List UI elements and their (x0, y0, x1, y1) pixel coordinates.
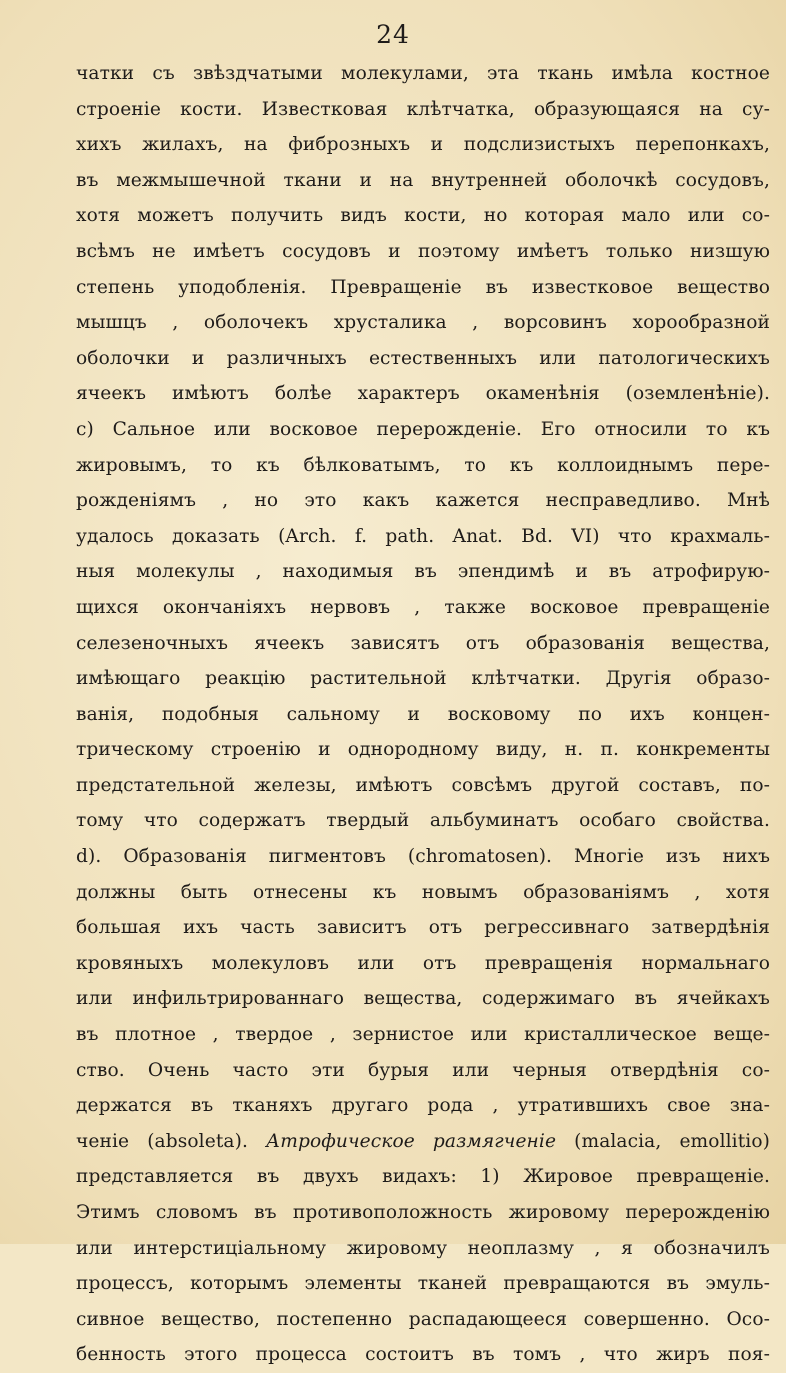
text-line: мышцъ , оболочекъ хрусталика , ворсовинъ хорообразной (76, 312, 770, 334)
text-line: ство. Очень часто эти бурыя или черныя отвердѣнія со- (76, 1059, 770, 1081)
body-text (76, 56, 770, 1373)
text-line: ченіе (absoleta). Атрофическое размягченіе (malacia, emollitio) (76, 1130, 770, 1152)
text-line: сивное вещество, постепенно распадающееся совершенно. Осо- (76, 1308, 770, 1330)
text-line: жировымъ, то къ бѣлковатымъ, то къ коллоиднымъ пере- (76, 454, 770, 476)
text-line: c) Сальное или восковое перерожденіе. Его относили то къ (76, 418, 770, 440)
italic-term: Атрофическое размягченіе (266, 1130, 557, 1152)
text-line: бенность этого процесса состоитъ въ томъ , что жиръ поя- (76, 1344, 770, 1366)
text-line: ныя молекулы , находимыя въ эпендимѣ и въ атрофирую- (76, 561, 770, 583)
text-line: строеніе кости. Известковая клѣтчатка, образующаяся на су- (76, 98, 770, 120)
text-line: щихся окончаніяхъ нервовъ , также восковое превращеніе (76, 596, 770, 618)
text-line: или инфильтрированнаго вещества, содержимаго въ ячейкахъ (76, 988, 770, 1010)
page-number: 24 (376, 20, 410, 49)
text-line: хихъ жилахъ, на фиброзныхъ и подслизистыхъ перепонкахъ, (76, 134, 770, 156)
text-line: процессъ, которымъ элементы тканей превращаются въ эмуль- (76, 1273, 770, 1295)
text-line: въ плотное , твердое , зернистое или кристаллическое веще- (76, 1024, 770, 1046)
text-line: въ межмышечной ткани и на внутренней оболочкѣ сосудовъ, (76, 169, 770, 191)
text-line: чатки съ звѣздчатыми молекулами, эта ткань имѣла костное (76, 63, 770, 84)
text-line: селезеночныхъ ячеекъ зависятъ отъ образованія вещества, (76, 632, 770, 654)
text-line: представляется въ двухъ видахъ: 1) Жировое превращеніе. (76, 1166, 770, 1188)
text-line: d). Образованія пигментовъ (chromatosen). Многіе изъ нихъ (76, 846, 770, 868)
text-line: имѣющаго реакцію растительной клѣтчатки. Другія образо- (76, 668, 770, 690)
text-line: всѣмъ не имѣетъ сосудовъ и поэтому имѣетъ только низшую (76, 240, 770, 262)
text-line: предстательной железы, имѣютъ совсѣмъ другой составъ, по- (76, 774, 770, 796)
text-line: удалось доказать (Arch. f. path. Anat. Bd. VI) что крахмаль- (76, 525, 770, 547)
text-line: оболочки и различныхъ естественныхъ или патологическихъ (76, 347, 770, 369)
text-line: трическому строенію и однородному виду, н. п. конкременты (76, 739, 770, 761)
text-line: ячеекъ имѣютъ болѣе характеръ окаменѣнія (оземленѣніе). (76, 383, 770, 405)
text-line: держатся въ тканяхъ другаго рода , утратившихъ свое зна- (76, 1095, 770, 1117)
text-line: кровяныхъ молекуловъ или отъ превращенія нормальнаго (76, 952, 770, 974)
text-line: рожденіямъ , но это какъ кажется несправедливо. Мнѣ (76, 490, 770, 512)
text-line: должны быть отнесены къ новымъ образованіямъ , хотя (76, 881, 770, 903)
text-line: Этимъ словомъ въ противоположность жировому перерожденію (76, 1202, 770, 1223)
text-line: большая ихъ часть зависитъ отъ регрессивнаго затвердѣнія (76, 917, 770, 939)
text-line: или интерстиціальному жировому неоплазму , я обозначилъ (76, 1237, 770, 1259)
text-line: хотя можетъ получить видъ кости, но которая мало или со- (76, 205, 770, 227)
text-line: ванія, подобныя сальному и восковому по ихъ концен- (76, 703, 770, 725)
text-line: тому что содержатъ твердый альбуминатъ особаго свойства. (76, 810, 770, 832)
text-line: степень уподобленія. Превращеніе въ известковое вещество (76, 276, 770, 298)
